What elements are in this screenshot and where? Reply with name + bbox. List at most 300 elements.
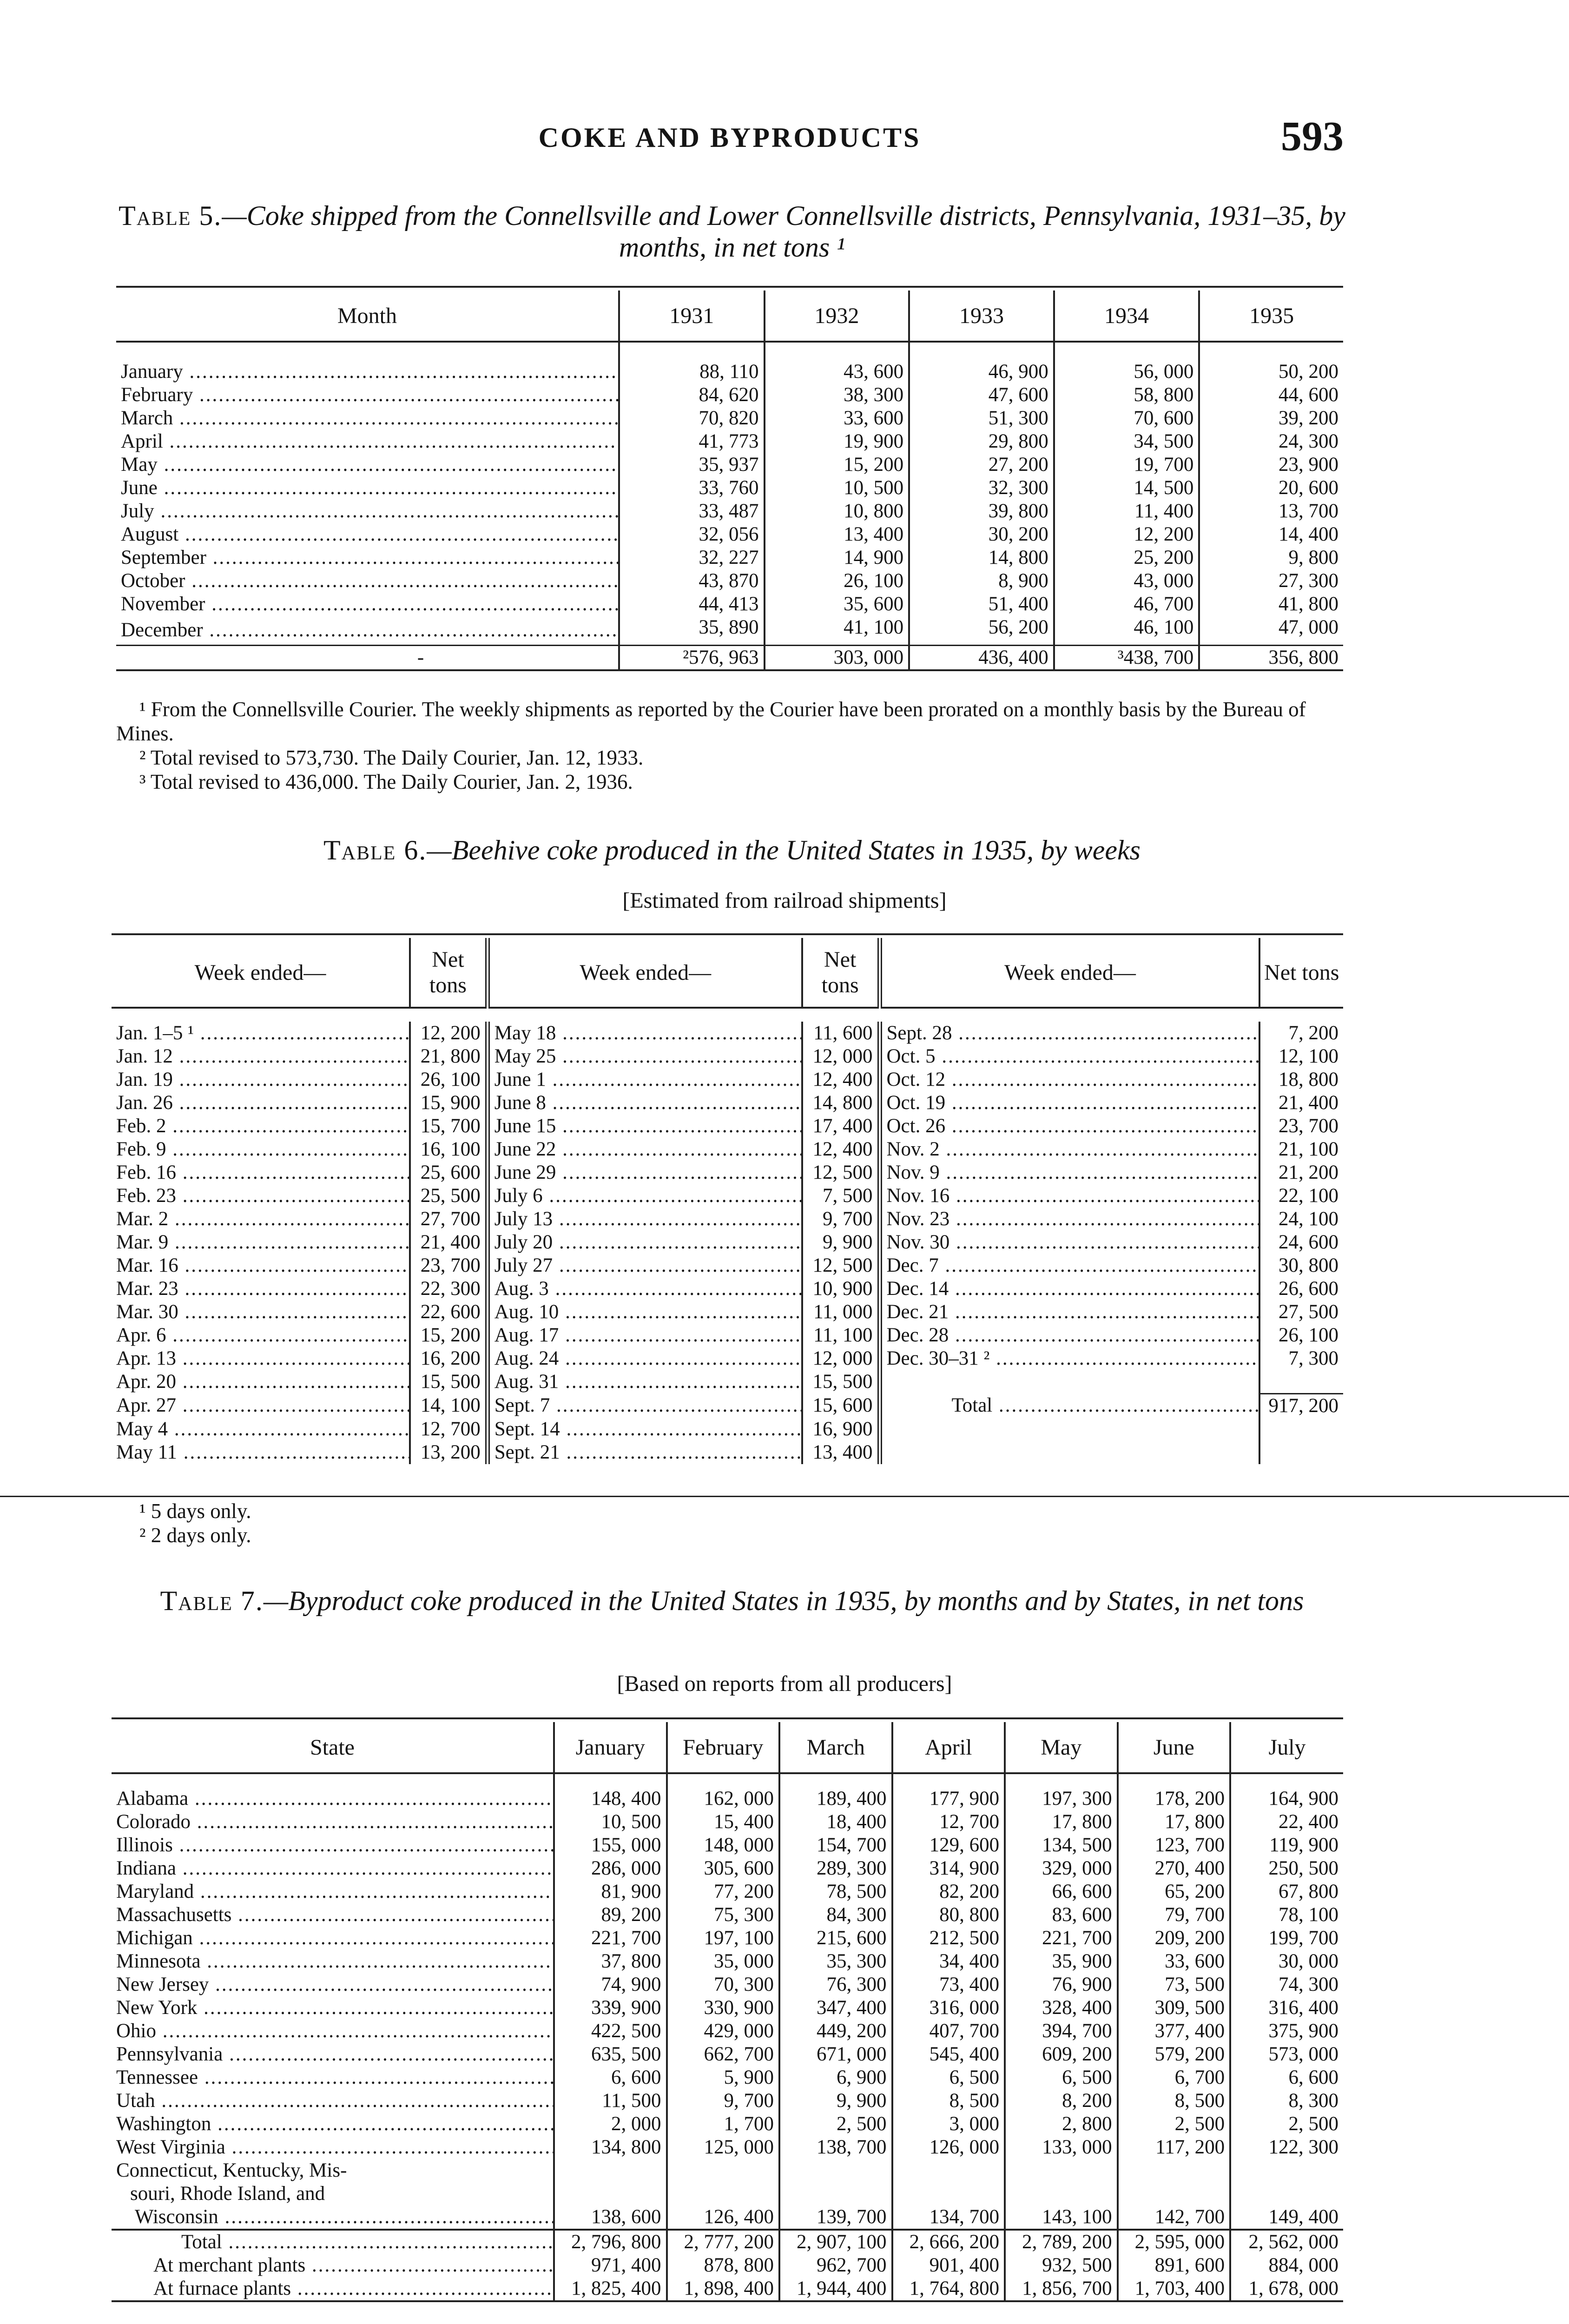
table7-row [112,2066,1343,2089]
table5-total-value: 356, 800 [1199,646,1343,671]
table6-header-2: Week ended— [488,938,802,1008]
table5-month [116,407,619,430]
table5-month [116,383,619,407]
table7-summary-cell: 2, 907, 100 [779,2230,892,2254]
table6-net-tons: 13, 200 [410,1441,488,1464]
table7-state-text: Alabama ..... [116,1788,554,1809]
table7-cell: 2, 500 [1230,2113,1343,2136]
table7-blank [667,2182,780,2205]
table5-header-1: 1931 [619,290,765,342]
table6-net-tons: 15, 500 [410,1370,488,1393]
table7-cell: 123, 700 [1118,1834,1231,1857]
table6-net-tons: 9, 700 [802,1208,880,1231]
table5-month-text: May ..... [121,454,619,475]
table6-net-tons: 9, 900 [802,1231,880,1254]
table7-header-7: July [1230,1722,1343,1773]
table6-week-text: June 8 ..... [494,1092,802,1114]
table7-cell: 148, 400 [554,1787,667,1810]
table7-cell: 375, 900 [1230,2020,1343,2043]
table7-cell: 329, 000 [1005,1857,1118,1880]
table7-cell: 126, 000 [892,2136,1005,2159]
table6-net-tons: 21, 100 [1259,1138,1344,1161]
table6-net-tons: 21, 400 [410,1231,488,1254]
table7-summary-label [112,2230,554,2254]
table7-cell: 67, 800 [1230,1880,1343,1903]
table6-week-text: Jan. 26 ..... [116,1092,410,1114]
table5-cell: 39, 200 [1199,407,1343,430]
table6-week [112,1441,410,1464]
table7-cell: 142, 700 [1118,2205,1231,2230]
table6-net-tons: 21, 200 [1259,1161,1344,1184]
table5-cell: 41, 100 [765,616,910,646]
table6-week-text: Dec. 21 ..... [887,1301,1259,1323]
table5-cell: 35, 890 [619,616,765,646]
table7-cell: 2, 500 [1118,2113,1231,2136]
table7-row [112,2136,1343,2159]
table7-summary-cell: 962, 700 [779,2254,892,2277]
table7-cell: 125, 000 [667,2136,780,2159]
table6-week-text: Aug. 3 ..... [494,1278,802,1300]
table6-net-tons: 12, 500 [802,1254,880,1277]
table6-week [880,1161,1259,1184]
table5-row [116,593,1343,616]
table7-blank [1230,2159,1343,2182]
table6-week-text: Mar. 30 ..... [116,1301,410,1323]
table6-week-text: Nov. 2 ..... [887,1138,1259,1160]
table5-label: Table 5. [119,200,222,231]
table7-blank [892,2182,1005,2205]
table7-cell: 6, 700 [1118,2066,1231,2089]
table7-cell: 138, 600 [554,2205,667,2230]
table5-cell: 24, 300 [1199,430,1343,453]
table6-week-text: Mar. 9 ..... [116,1231,410,1253]
table7-cell: 2, 800 [1005,2113,1118,2136]
table6-row [112,1393,1343,1418]
table7-row-other-states [112,2159,1343,2182]
table5-cell: 10, 800 [765,500,910,523]
table7-state [112,2066,554,2089]
table7-state-text: Colorado ..... [116,1811,554,1833]
table6-net-tons: 27, 500 [1259,1301,1344,1324]
table7-cell: 76, 900 [1005,1973,1118,1996]
table7-summary-cell: 1, 898, 400 [667,2277,780,2301]
table7-state-text: Ohio ..... [116,2020,554,2042]
table6-week [488,1161,802,1184]
table7-state-text: New Jersey ..... [116,1974,554,1995]
table7-header-4: April [892,1722,1005,1773]
table5-cell: 34, 500 [1054,430,1200,453]
table7-caption-text: —Byproduct coke produced in the United States in 1935, by months and by States, in net tons [263,1585,1304,1616]
table6-row [112,1115,1343,1138]
table6-week-text: June 1 ..... [494,1069,802,1090]
table6-week-text: Mar. 2 ..... [116,1208,410,1230]
table7-row [112,1927,1343,1950]
table7-cell: 6, 500 [1005,2066,1118,2089]
table7-cell: 178, 200 [1118,1787,1231,1810]
table7-cell: 286, 000 [554,1857,667,1880]
table6-footnote-1: ¹ 5 days only. [139,1499,251,1523]
table6-net-tons: 11, 600 [802,1022,880,1045]
table7-state-text: New York ..... [116,1997,554,2019]
table7-cell: 134, 500 [1005,1834,1118,1857]
table5-cell: 9, 800 [1199,546,1343,569]
table6-week [112,1045,410,1068]
table7-header-1: January [554,1722,667,1773]
table6-week-text: Feb. 16 ..... [116,1162,410,1183]
table7-cell: 449, 200 [779,2020,892,2043]
table5-cell: 70, 820 [619,407,765,430]
table5-month-text: September ..... [121,547,619,568]
table5-footnotes [116,697,1343,794]
table5-total-value: 436, 400 [909,646,1054,671]
table7-cell: 83, 600 [1005,1903,1118,1927]
table7-summary-cell: 1, 825, 400 [554,2277,667,2301]
table6-row [112,1184,1343,1208]
table6-row [112,1068,1343,1091]
table5-cell: 70, 600 [1054,407,1200,430]
table7-cell: 573, 000 [1230,2043,1343,2066]
table5-row [116,523,1343,546]
table6-footnote-2: ² 2 days only. [139,1524,251,1547]
table6-net-tons: 14, 100 [410,1393,488,1418]
table5-cell: 58, 800 [1054,383,1200,407]
table7-cell: 8, 300 [1230,2089,1343,2113]
table6-week [880,1254,1259,1277]
table7-summary-cell: 891, 600 [1118,2254,1231,2277]
table6-week-text: Mar. 23 ..... [116,1278,410,1300]
table6-week-text: Oct. 19 ..... [887,1092,1259,1114]
table5-cell: 35, 937 [619,453,765,476]
table7-subcaption: [Based on reports from all producers] [617,1671,952,1696]
table5-cell: 51, 300 [909,407,1054,430]
table5-footnote-3: ³ Total revised to 436,000. The Daily Courier, Jan. 2, 1936. [139,770,633,793]
table5-cell: 51, 400 [909,593,1054,616]
table7-blank [779,2159,892,2182]
table7-cell: 250, 500 [1230,1857,1343,1880]
table6 [112,938,1343,1464]
table7-cell: 80, 800 [892,1903,1005,1927]
table5-totals-label: - [417,647,424,668]
table7-cell: 545, 400 [892,2043,1005,2066]
table6-week [488,1184,802,1208]
table6-net-tons: 26, 100 [1259,1324,1344,1347]
table5-cell: 15, 200 [765,453,910,476]
table5-row [116,546,1343,569]
table7-blank [1118,2182,1231,2205]
table7-state-text: Tennessee ..... [116,2067,554,2088]
table5-cell: 41, 773 [619,430,765,453]
table6-week-text: June 15 ..... [494,1115,802,1137]
table7-cell: 189, 400 [779,1787,892,1810]
table7-summary-cell: 1, 703, 400 [1118,2277,1231,2301]
table7-blank [892,2159,1005,2182]
table6-week-text: Sept. 28 ..... [887,1022,1259,1044]
table7-summary-label [112,2254,554,2277]
table5-cell: 20, 600 [1199,476,1343,500]
table6-week [112,1022,410,1045]
table7-summary-cell: 884, 000 [1230,2254,1343,2277]
table7-cell: 177, 900 [892,1787,1005,1810]
table6-net-tons: 12, 400 [802,1138,880,1161]
table5-cell: 30, 200 [909,523,1054,546]
table7-summary-cell: 2, 666, 200 [892,2230,1005,2254]
table6-week [880,1022,1259,1045]
table7-state [112,1810,554,1834]
table6-net-tons: 22, 300 [410,1277,488,1301]
table7-cell: 2, 500 [779,2113,892,2136]
table7-cell: 316, 400 [1230,1996,1343,2020]
table7-state [112,2020,554,2043]
table6-net-tons: 25, 500 [410,1184,488,1208]
table5-cell: 23, 900 [1199,453,1343,476]
table5-cell: 56, 200 [909,616,1054,646]
table7-cell: 134, 700 [892,2205,1005,2230]
table7-blank [554,2182,667,2205]
table6-net-tons: 12, 200 [410,1022,488,1045]
table6-net-tons: 15, 200 [410,1324,488,1347]
table7-cell: 139, 700 [779,2205,892,2230]
table5-cell: 38, 300 [765,383,910,407]
table6-net-tons: 26, 600 [1259,1277,1344,1301]
table6-net-tons: 22, 100 [1259,1184,1344,1208]
table5-cell: 50, 200 [1199,360,1343,383]
table7-cell: 221, 700 [1005,1927,1118,1950]
table5-cell: 14, 800 [909,546,1054,569]
table6-week [112,1277,410,1301]
table6-row [112,1022,1343,1045]
table7-cell: 76, 300 [779,1973,892,1996]
table6-week [880,1324,1259,1347]
table6-net-tons: 18, 800 [1259,1068,1344,1091]
table6-week [112,1393,410,1418]
table7-summary-cell: 2, 562, 000 [1230,2230,1343,2254]
table7-state-text: West Virginia ..... [116,2136,554,2158]
table6-week [488,1138,802,1161]
table6-week [880,1091,1259,1115]
table6-total-label-text: Total ..... [952,1394,1259,1416]
table6-net-tons: 16, 900 [802,1418,880,1441]
table7-cell: 129, 600 [892,1834,1005,1857]
table7-cell: 149, 400 [1230,2205,1343,2230]
table5-row [116,360,1343,383]
table7-row [112,1903,1343,1927]
table7-cell: 212, 500 [892,1927,1005,1950]
table5-month-text: February ..... [121,384,619,406]
table5-row [116,383,1343,407]
table5-cell: 46, 900 [909,360,1054,383]
table7-summary-cell: 2, 789, 200 [1005,2230,1118,2254]
table6-week [112,1138,410,1161]
table6-week-text: July 13 ..... [494,1208,802,1230]
table6-week [488,1393,802,1418]
table7-summary-cell: 878, 800 [667,2254,780,2277]
table5-cell: 33, 760 [619,476,765,500]
table5-cell: 14, 500 [1054,476,1200,500]
table7-blank [1005,2182,1118,2205]
table6-week [112,1324,410,1347]
table7-cell: 377, 400 [1118,2020,1231,2043]
table7-cell: 74, 900 [554,1973,667,1996]
table7-header-5: May [1005,1722,1118,1773]
table7-summary-cell: 1, 678, 000 [1230,2277,1343,2301]
table6-week [880,1138,1259,1161]
table5-cell: 25, 200 [1054,546,1200,569]
table5-footnote-2: ² Total revised to 573,730. The Daily Courier, Jan. 12, 1933. [139,746,644,769]
table7-blank [779,2182,892,2205]
table5-cell: 13, 700 [1199,500,1343,523]
table6-week [880,1184,1259,1208]
table5-cell: 27, 200 [909,453,1054,476]
table7-cell: 117, 200 [1118,2136,1231,2159]
table7-row [112,1834,1343,1857]
table7-summary-cell: 1, 944, 400 [779,2277,892,2301]
table7-state-text: Indiana ..... [116,1857,554,1879]
table7-cell: 6, 500 [892,2066,1005,2089]
table5-month [116,569,619,593]
table6-week-text: Aug. 24 ..... [494,1347,802,1369]
table6-net-tons: 12, 700 [410,1418,488,1441]
table7-cell: 407, 700 [892,2020,1005,2043]
table7-cell: 79, 700 [1118,1903,1231,1927]
table7-row [112,1973,1343,1996]
table6-net-tons: 15, 500 [802,1370,880,1393]
table5 [116,290,1343,671]
table7-blank [1118,2159,1231,2182]
table7-cell: 1, 700 [667,2113,780,2136]
table6-week-text: July 20 ..... [494,1231,802,1253]
table7-cell: 309, 500 [1118,1996,1231,2020]
table7-cell: 75, 300 [667,1903,780,1927]
table5-month [116,523,619,546]
table7-summary-cell: 2, 595, 000 [1118,2230,1231,2254]
table6-week [880,1208,1259,1231]
table7-cell: 12, 700 [892,1810,1005,1834]
table7-row [112,2043,1343,2066]
table6-week-text: May 18 ..... [494,1022,802,1044]
table7-cell: 119, 900 [1230,1834,1343,1857]
table6-week [880,1301,1259,1324]
table5-cell: 44, 413 [619,593,765,616]
table7-state [112,1903,554,1927]
table7-cell: 199, 700 [1230,1927,1343,1950]
table5-cell: 19, 900 [765,430,910,453]
table5-cell: 10, 500 [765,476,910,500]
table7-summary-label-text: Total ..... [181,2231,554,2253]
table6-week [112,1347,410,1370]
table7-cell: 33, 600 [1118,1950,1231,1973]
table6-week-text: Aug. 10 ..... [494,1301,802,1323]
table5-total-value: 303, 000 [765,646,910,671]
table6-net-tons: 24, 100 [1259,1208,1344,1231]
table7-cell: 6, 600 [1230,2066,1343,2089]
table7-state [112,1950,554,1973]
table5-cell: 43, 870 [619,569,765,593]
table6-net-tons: 11, 000 [802,1301,880,1324]
table7-cell: 35, 900 [1005,1950,1118,1973]
table6-week-text: Sept. 7 ..... [494,1394,802,1416]
table7-cell: 138, 700 [779,2136,892,2159]
table6-row [112,1208,1343,1231]
table7-cell: 3, 000 [892,2113,1005,2136]
table6-week [112,1184,410,1208]
table5-cell: 33, 487 [619,500,765,523]
table5-row [116,453,1343,476]
table7-cell: 197, 300 [1005,1787,1118,1810]
table6-week-text: Jan. 19 ..... [116,1069,410,1090]
table6-week-text: Dec. 30–31 ² ..... [887,1347,1259,1369]
table5-row [116,569,1343,593]
table5-cell: 26, 100 [765,569,910,593]
table7-cell: 6, 900 [779,2066,892,2089]
table6-week-text: Apr. 6 ..... [116,1324,410,1346]
table7-summary-row [112,2230,1343,2254]
table5-cell: 35, 600 [765,593,910,616]
table6-week [880,1231,1259,1254]
table5-month [116,593,619,616]
table6-footnotes [139,1499,697,1547]
table6-week [112,1231,410,1254]
table6-net-tons: 12, 100 [1259,1045,1344,1068]
table7-summary-label-text: At merchant plants ..... [153,2254,554,2276]
table6-net-tons: 17, 400 [802,1115,880,1138]
table6-net-tons: 10, 900 [802,1277,880,1301]
table5-header-4: 1934 [1054,290,1200,342]
table6-net-tons: 21, 400 [1259,1091,1344,1115]
table5-month [116,360,619,383]
table5-cell: 32, 056 [619,523,765,546]
table7-state [112,1834,554,1857]
table6-week [880,1277,1259,1301]
table7-state-text: Washington ..... [116,2113,554,2135]
table6-net-tons: 21, 800 [410,1045,488,1068]
table6-row [112,1418,1343,1441]
table6-subcaption: [Estimated from railroad shipments] [622,888,947,913]
table5-cell: 47, 000 [1199,616,1343,646]
table5-caption [119,200,1345,263]
table6-row [112,1324,1343,1347]
table6-week-text: Apr. 27 ..... [116,1394,410,1416]
table7-row-other-states [112,2205,1343,2230]
table5-cell: 29, 800 [909,430,1054,453]
table6-net-tons: 25, 600 [410,1161,488,1184]
table7-cell: 330, 900 [667,1996,780,2020]
table6-header-3: Net tons [802,938,880,1008]
table6-week-text: Sept. 21 ..... [494,1441,802,1463]
table7-cell: 579, 200 [1118,2043,1231,2066]
table6-week-text: Jan. 1–5 ¹ ..... [116,1022,410,1044]
table7-cell: 34, 400 [892,1950,1005,1973]
table5-header-0: Month [116,290,619,342]
table5-total-value: ²576, 963 [619,646,765,671]
table7-cell: 17, 800 [1118,1810,1231,1834]
table7-cell: 17, 800 [1005,1810,1118,1834]
table6-week-text: June 29 ..... [494,1162,802,1183]
table6-net-tons: 7, 300 [1259,1347,1344,1370]
table6-week [488,1347,802,1370]
table7-cell: 609, 200 [1005,2043,1118,2066]
table7-cell: 74, 300 [1230,1973,1343,1996]
table6-row [112,1301,1343,1324]
table6-total-label [880,1393,1259,1418]
table6-week-text: Nov. 23 ..... [887,1208,1259,1230]
table7-label: Table 7. [160,1585,264,1616]
table6-caption [119,834,1345,866]
table5-month [116,453,619,476]
table7-state [112,1927,554,1950]
table5-cell: 12, 200 [1054,523,1200,546]
table7-summary-row [112,2277,1343,2301]
table7-header-6: June [1118,1722,1231,1773]
